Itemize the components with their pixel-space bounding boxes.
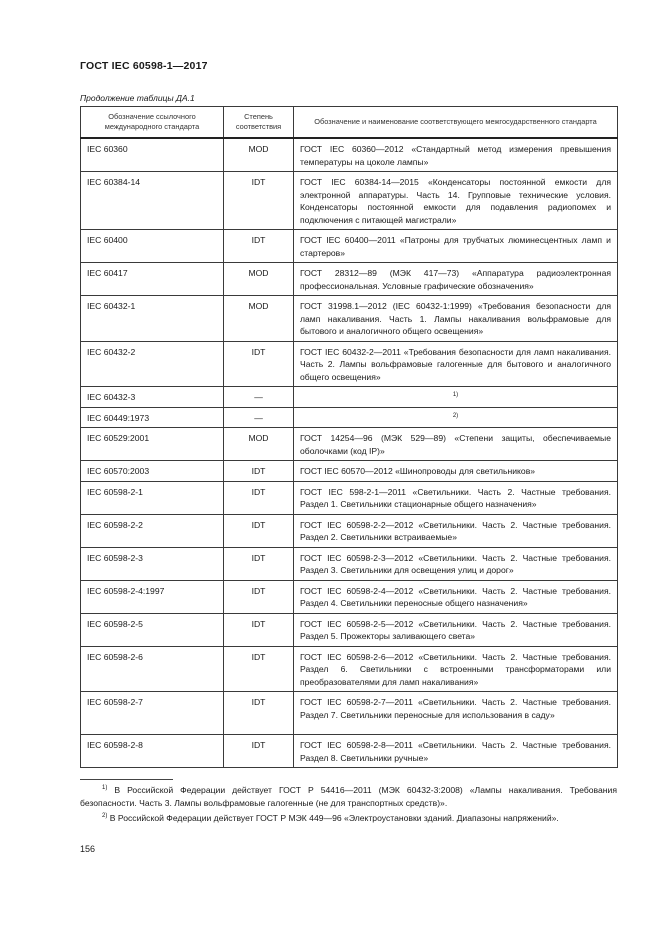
- table-row: [81, 172, 618, 230]
- table-row: [81, 341, 618, 387]
- document-title: ГОСТ IEC 60598-1—2017: [80, 60, 208, 72]
- cell-interstate-standard: ГОСТ IEC 60432-2—2011 «Требования безопасности для ламп накаливания. Часть 2. Лампы вольфрамовые галогенные для бытового и аналогичного общего освещения»: [294, 341, 618, 387]
- cell-interstate-standard: ГОСТ IEC 60598-2-6—2012 «Светильники. Часть 2. Частные требования. Раздел 6. Светильники с встроенными трансформаторами или преобразователями для ламп накаливания»: [294, 646, 618, 692]
- cell-degree: IDT: [224, 341, 294, 387]
- cell-degree: IDT: [224, 692, 294, 735]
- cell-interstate-standard: ГОСТ IEC 60598-2-8—2011 «Светильники. Часть 2. Частные требования. Раздел 8. Светильники ручные»: [294, 735, 618, 768]
- cell-international-code: IEC 60598-2-6: [81, 646, 224, 692]
- table-row: [81, 613, 618, 646]
- footnote-2-mark: 2): [102, 813, 108, 820]
- table-row: [81, 461, 618, 482]
- cell-interstate-standard: ГОСТ IEC 60598-2-5—2012 «Светильники. Часть 2. Частные требования. Раздел 5. Прожекторы заливающего света»: [294, 613, 618, 646]
- cell-interstate-standard: ГОСТ 14254—96 (МЭК 529—89) «Степени защиты, обеспечиваемые оболочками (код IP)»: [294, 428, 618, 461]
- cell-degree: IDT: [224, 547, 294, 580]
- table-row: [81, 296, 618, 342]
- cell-international-code: IEC 60598-2-7: [81, 692, 224, 735]
- header-international-standard: Обозначение ссылочного международного стандарта: [81, 107, 224, 139]
- cell-interstate-standard: ГОСТ IEC 598-2-1—2011 «Светильники. Часть 2. Частные требования. Раздел 1. Светильники стационарные общего назначения»: [294, 481, 618, 514]
- cell-international-code: IEC 60360: [81, 138, 224, 172]
- table-row: [81, 547, 618, 580]
- cell-degree: IDT: [224, 735, 294, 768]
- cell-degree: —: [224, 407, 294, 428]
- footnote-1-mark: 1): [102, 785, 108, 792]
- cell-degree: IDT: [224, 461, 294, 482]
- table-row: [81, 692, 618, 735]
- cell-interstate-standard: [294, 387, 618, 408]
- cell-interstate-standard: ГОСТ IEC 60360—2012 «Стандартный метод измерения превышения температуры на цоколе лампы»: [294, 138, 618, 172]
- footnote-1-text: В Российской Федерации действует ГОСТ Р 54416—2011 (МЭК 60432-3:2008) «Лампы накаливания. Требования безопасности. Часть 3. Лампы вольфрамовые галогенные (не для транспортных средств)».: [80, 785, 617, 808]
- table-row: [81, 514, 618, 547]
- cell-international-code: IEC 60432-2: [81, 341, 224, 387]
- table-row: [81, 481, 618, 514]
- table-row: [81, 646, 618, 692]
- cell-international-code: IEC 60598-2-1: [81, 481, 224, 514]
- cell-interstate-standard: ГОСТ 28312—89 (МЭК 417—73) «Аппаратура радиоэлектронная профессиональная. Условные графические обозначения»: [294, 263, 618, 296]
- table-row: [81, 138, 618, 172]
- cell-degree: —: [224, 387, 294, 408]
- footnote-2: [80, 812, 617, 825]
- cell-interstate-standard: ГОСТ IEC 60400—2011 «Патроны для трубчатых люминесцентных ламп и стартеров»: [294, 230, 618, 263]
- footnote-reference: 2): [452, 412, 459, 419]
- cell-degree: IDT: [224, 172, 294, 230]
- cell-interstate-standard: ГОСТ IEC 60598-2-3—2012 «Светильники. Часть 2. Частные требования. Раздел 3. Светильники для освещения улиц и дорог»: [294, 547, 618, 580]
- cell-degree: IDT: [224, 646, 294, 692]
- cell-international-code: IEC 60598-2-8: [81, 735, 224, 768]
- table-caption: Продолжение таблицы ДА.1: [80, 93, 195, 103]
- cell-international-code: IEC 60400: [81, 230, 224, 263]
- cell-degree: MOD: [224, 138, 294, 172]
- footnote-1: [80, 784, 617, 810]
- table-row: [81, 580, 618, 613]
- cell-interstate-standard: ГОСТ IEC 60598-2-2—2012 «Светильники. Часть 2. Частные требования. Раздел 2. Светильники встраиваемые»: [294, 514, 618, 547]
- cell-interstate-standard: ГОСТ IEC 60384-14—2015 «Конденсаторы постоянной емкости для электронной аппаратуры. Часть 14. Групповые технические условия. Конденсаторы постоянной емкости для подавления радиопомех и подключения с питающей магистрали»: [294, 172, 618, 230]
- page-number: 156: [80, 844, 96, 854]
- table-row: [81, 387, 618, 408]
- footnote-reference: 1): [452, 392, 459, 399]
- cell-degree: MOD: [224, 263, 294, 296]
- table-row: [81, 428, 618, 461]
- table-body: [81, 138, 618, 768]
- table-row: [81, 263, 618, 296]
- cell-degree: IDT: [224, 613, 294, 646]
- table-row: [81, 735, 618, 768]
- cell-interstate-standard: ГОСТ 31998.1—2012 (IEC 60432-1:1999) «Требования безопасности для ламп накаливания. Часть 1. Лампы накаливания вольфрамовые для бытового и аналогичного общего освещения»: [294, 296, 618, 342]
- cell-international-code: IEC 60570:2003: [81, 461, 224, 482]
- cell-international-code: IEC 60417: [81, 263, 224, 296]
- cell-international-code: IEC 60598-2-3: [81, 547, 224, 580]
- cell-degree: MOD: [224, 296, 294, 342]
- cell-international-code: IEC 60432-3: [81, 387, 224, 408]
- cell-international-code: IEC 60384-14: [81, 172, 224, 230]
- cell-interstate-standard: ГОСТ IEC 60598-2-7—2011 «Светильники. Часть 2. Частные требования. Раздел 7. Светильники переносные для использования в саду»: [294, 692, 618, 735]
- table-row: [81, 230, 618, 263]
- cell-international-code: IEC 60432-1: [81, 296, 224, 342]
- cell-degree: MOD: [224, 428, 294, 461]
- cell-international-code: IEC 60598-2-2: [81, 514, 224, 547]
- cell-degree: IDT: [224, 481, 294, 514]
- footnote-divider: [80, 779, 173, 780]
- table-row: [81, 407, 618, 428]
- cell-degree: IDT: [224, 514, 294, 547]
- header-interstate-standard: Обозначение и наименование соответствующего межгосударственного стандарта: [294, 107, 618, 139]
- cell-degree: IDT: [224, 580, 294, 613]
- header-degree: Степень соответствия: [224, 107, 294, 139]
- cell-degree: IDT: [224, 230, 294, 263]
- footnote-2-text: В Российской Федерации действует ГОСТ Р МЭК 449—96 «Электроустановки зданий. Диапазоны напряжений».: [107, 813, 559, 823]
- cell-interstate-standard: ГОСТ IEC 60570—2012 «Шинопроводы для светильников»: [294, 461, 618, 482]
- cell-interstate-standard: [294, 407, 618, 428]
- cell-international-code: IEC 60449:1973: [81, 407, 224, 428]
- cell-international-code: IEC 60529:2001: [81, 428, 224, 461]
- cell-international-code: IEC 60598-2-4:1997: [81, 580, 224, 613]
- cell-interstate-standard: ГОСТ IEC 60598-2-4—2012 «Светильники. Часть 2. Частные требования. Раздел 4. Светильники переносные общего назначения»: [294, 580, 618, 613]
- table-header: [81, 107, 618, 139]
- cell-international-code: IEC 60598-2-5: [81, 613, 224, 646]
- standards-table: [80, 106, 618, 768]
